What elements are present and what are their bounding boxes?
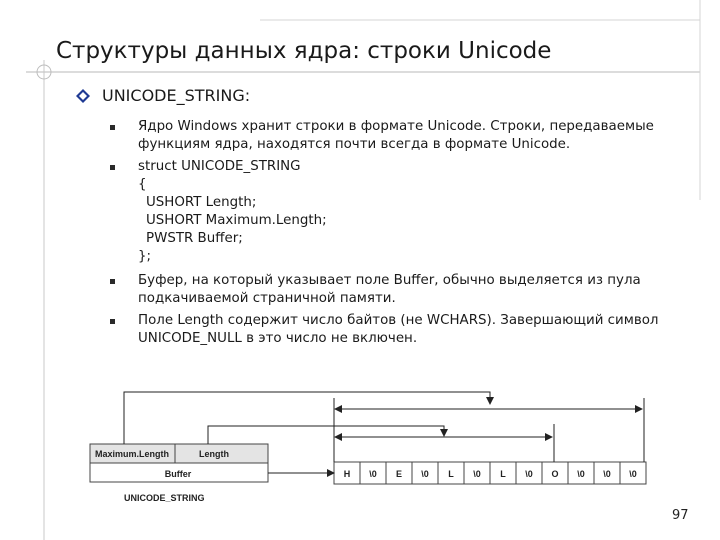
length-field: Length: [199, 449, 229, 459]
bullet-line: Ядро Windows хранит строки в формате Unicode. Строки, передаваемые: [138, 119, 654, 134]
code-line: };: [138, 249, 152, 264]
page-number: 97: [672, 508, 689, 523]
dim-arrow-left-2: [334, 433, 342, 441]
buffer-cell-label: \0: [629, 469, 637, 479]
maximum-length-field: Maximum.Length: [94, 449, 170, 459]
buffer-cell-label: \0: [421, 469, 429, 479]
buffer-cell-label: \0: [525, 469, 533, 479]
buffer-cell-label: E: [395, 469, 403, 479]
buffer-cell-label: L: [448, 469, 454, 479]
bullet-line: подкачиваемой страничной памяти.: [138, 291, 396, 306]
buffer-cell-label: H: [343, 469, 351, 479]
code-line: PWSTR Buffer;: [146, 231, 243, 246]
max-length-connector: [124, 392, 490, 444]
code-line: struct UNICODE_STRING: [138, 159, 301, 174]
code-line: USHORT Maximum.Length;: [146, 213, 327, 228]
level1-text: UNICODE_STRING:: [102, 86, 251, 105]
code-line: {: [138, 177, 147, 192]
bullet-line: Буфер, на который указывает поле Buffer, обычно выделяется из пула: [138, 273, 641, 288]
buffer-cell-label: \0: [369, 469, 377, 479]
bullet-line: UNICODE_NULL в это число не включен.: [138, 331, 418, 346]
buffer-cell-label: \0: [603, 469, 611, 479]
buffer-field: Buffer: [164, 469, 192, 479]
buffer-cell-label: \0: [577, 469, 585, 479]
buffer-cell-label: O: [551, 469, 559, 479]
buffer-cell-label: \0: [473, 469, 481, 479]
buffer-cell-label: L: [500, 469, 506, 479]
struct-caption: UNICODE_STRING: [124, 493, 205, 503]
dim-arrow-left-1: [334, 405, 342, 413]
bullet-line: Поле Length содержит число байтов (не WCHARS). Завершающий символ: [138, 313, 659, 328]
bullet-line: функциям ядра, находятся почти всегда в формате Unicode.: [138, 137, 571, 152]
length-connector: [208, 426, 444, 444]
slide-title: Структуры данных ядра: строки Unicode: [56, 38, 552, 64]
buffer-cells: [334, 462, 646, 484]
code-line: USHORT Length;: [146, 195, 257, 210]
